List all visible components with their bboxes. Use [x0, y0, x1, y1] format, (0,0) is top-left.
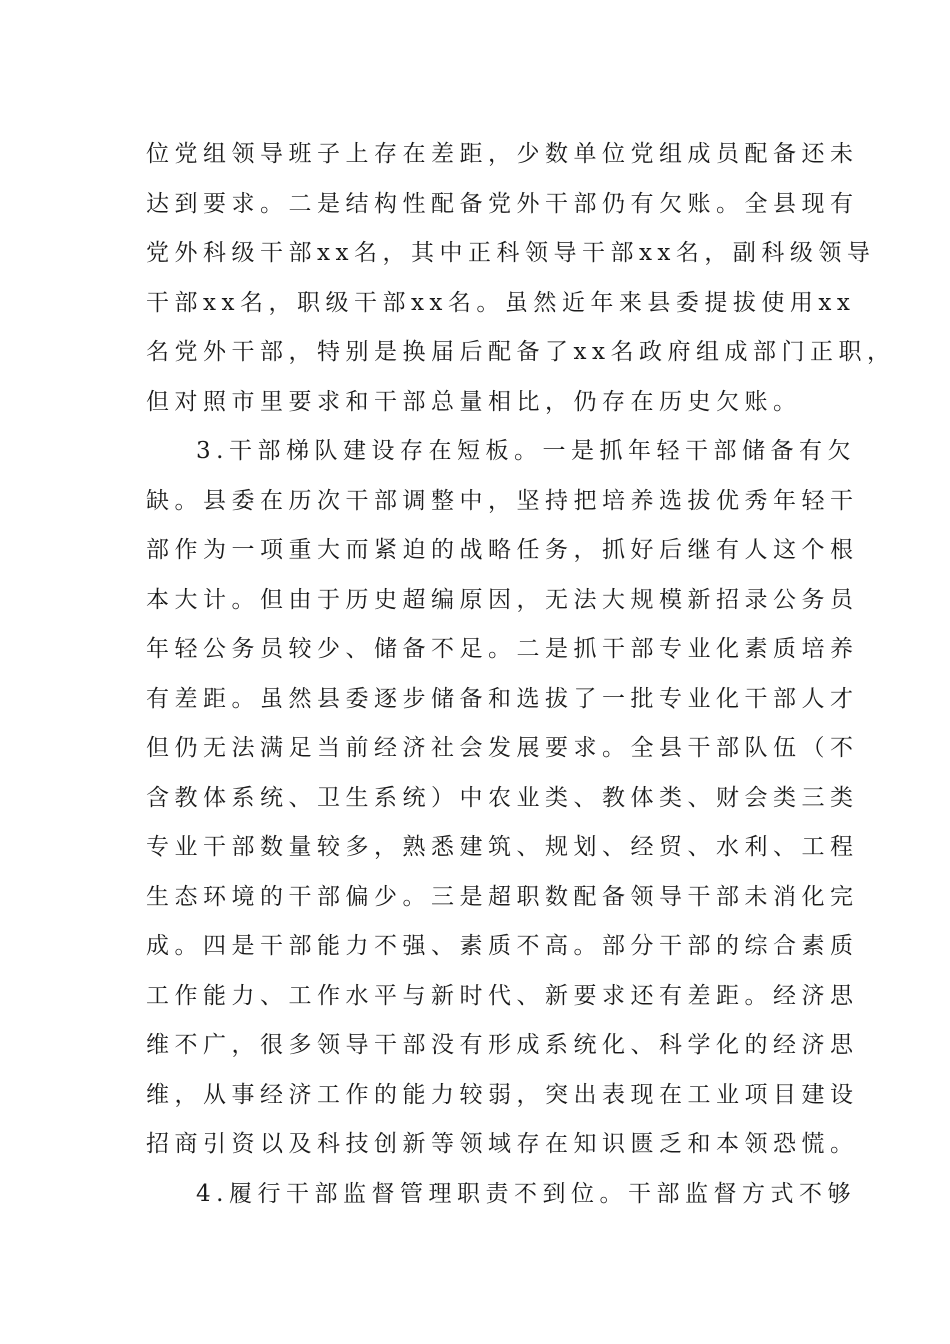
text-line-5: 名党外干部，特别是换届后配备了xx名政府组成部门正职，	[146, 339, 896, 365]
text-line-8: 缺。县委在历次干部调整中，坚持把培养选拔优秀年轻干	[146, 487, 859, 514]
text-line-10: 本大计。但由于历史超编原因，无法大规模新招录公务员	[146, 586, 859, 613]
text-line-14: 含教体系统、卫生系统）中农业类、教体类、财会类三类	[146, 784, 859, 811]
text-line-15: 专业干部数量较多，熟悉建筑、规划、经贸、水利、工程	[146, 834, 859, 860]
text-line-9: 部作为一项重大而紧迫的战略任务，抓好后继有人这个根	[146, 537, 859, 563]
text-line-1: 位党组领导班子上存在差距，少数单位党组成员配备还未	[146, 141, 859, 167]
text-line-17: 成。四是干部能力不强、素质不高。部分干部的综合素质	[146, 933, 859, 959]
text-line-13: 但仍无法满足当前经济社会发展要求。全县干部队伍（不	[146, 735, 859, 761]
section-heading-4: 4.履行干部监督管理职责不到位。干部监督方式不够	[196, 1180, 856, 1207]
section-heading-3: 3.干部梯队建设存在短板。一是抓年轻干部储备有欠	[196, 438, 856, 464]
text-line-18: 工作能力、工作水平与新时代、新要求还有差距。经济思	[146, 982, 859, 1009]
text-line-6: 但对照市里要求和干部总量相比，仍存在历史欠账。	[146, 388, 802, 415]
text-line-20: 维，从事经济工作的能力较弱，突出表现在工业项目建设	[146, 1081, 859, 1108]
text-line-3: 党外科级干部xx名，其中正科领导干部xx名，副科级领导	[146, 240, 876, 266]
text-line-21: 招商引资以及科技创新等领域存在知识匮乏和本领恐慌。	[146, 1131, 859, 1157]
text-line-2: 达到要求。二是结构性配备党外干部仍有欠账。全县现有	[146, 190, 859, 217]
text-line-19: 维不广，很多领导干部没有形成系统化、科学化的经济思	[146, 1032, 859, 1058]
text-line-12: 有差距。虽然县委逐步储备和选拔了一批专业化干部人才	[146, 685, 859, 712]
body-text	[146, 130, 896, 1219]
text-line-11: 年轻公务员较少、储备不足。二是抓干部专业化素质培养	[146, 636, 859, 662]
text-line-4: 干部xx名，职级干部xx名。虽然近年来县委提拔使用xx	[146, 289, 856, 316]
text-line-16: 生态环境的干部偏少。三是超职数配备领导干部未消化完	[146, 883, 859, 910]
